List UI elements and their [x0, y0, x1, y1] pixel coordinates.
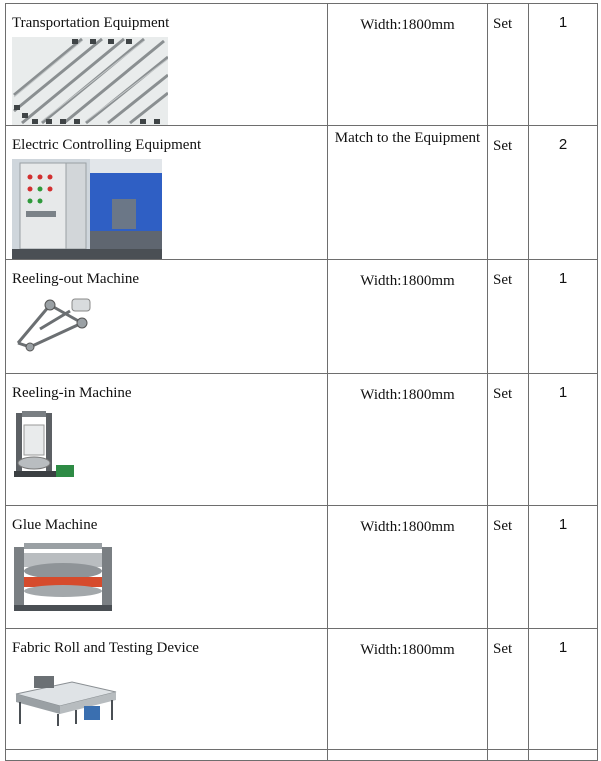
spec-cell — [328, 506, 488, 629]
item-name-cell — [6, 4, 328, 126]
qty-cell — [529, 629, 598, 750]
reeling-in-machine-icon — [12, 407, 76, 483]
table-row — [6, 374, 598, 506]
item-name-cell — [6, 126, 328, 260]
item-spec: Width:1800mm — [360, 519, 455, 535]
unit-cell — [488, 126, 529, 260]
item-name-cell — [6, 260, 328, 374]
glue-machine-icon — [12, 539, 114, 615]
item-name: Reeling-out Machine — [12, 271, 140, 287]
qty-cell — [529, 126, 598, 260]
item-name-cell — [6, 750, 328, 761]
equipment-table — [5, 3, 598, 761]
spec-cell — [328, 374, 488, 506]
item-unit: Set — [493, 518, 513, 534]
item-qty: 1 — [558, 270, 568, 287]
item-unit: Set — [493, 138, 513, 154]
qty-cell — [529, 750, 598, 761]
item-name-cell — [6, 629, 328, 750]
table-row — [6, 4, 598, 126]
item-name-cell — [6, 374, 328, 506]
item-name-cell — [6, 506, 328, 629]
spec-cell — [328, 629, 488, 750]
item-qty: 2 — [558, 136, 568, 153]
item-qty: 1 — [558, 639, 568, 656]
reeling-out-machine-icon — [10, 293, 96, 353]
item-name: Transportation Equipment — [12, 15, 170, 31]
spec-cell — [328, 750, 488, 761]
item-unit: Set — [493, 272, 513, 288]
item-name: Fabric Roll and Testing Device — [12, 640, 199, 656]
qty-cell — [529, 374, 598, 506]
unit-cell — [488, 750, 529, 761]
item-name: Electric Controlling Equipment — [12, 137, 202, 153]
item-spec: Width:1800mm — [360, 273, 455, 289]
unit-cell — [488, 506, 529, 629]
item-spec: Width:1800mm — [360, 17, 455, 33]
item-spec: Width:1800mm — [360, 642, 455, 658]
unit-cell — [488, 260, 529, 374]
conveyor-mesh-icon — [12, 37, 168, 125]
item-unit: Set — [493, 16, 513, 32]
qty-cell — [529, 506, 598, 629]
item-qty: 1 — [558, 14, 568, 31]
table-row — [6, 750, 598, 761]
table-row — [6, 506, 598, 629]
item-name: Reeling-in Machine — [12, 385, 132, 401]
item-unit: Set — [493, 641, 513, 657]
spec-cell — [328, 260, 488, 374]
unit-cell — [488, 374, 529, 506]
item-spec: Match to the Equipment — [334, 130, 481, 146]
control-cabinet-icon — [12, 159, 162, 259]
item-qty: 1 — [558, 384, 568, 401]
fabric-testing-device-icon — [12, 666, 120, 728]
qty-cell — [529, 4, 598, 126]
item-unit: Set — [493, 386, 513, 402]
spec-cell — [328, 4, 488, 126]
table-row — [6, 260, 598, 374]
item-qty: 1 — [558, 516, 568, 533]
spec-cell — [328, 126, 488, 260]
table-row — [6, 126, 598, 260]
item-name: Glue Machine — [12, 517, 98, 533]
unit-cell — [488, 629, 529, 750]
table-row — [6, 629, 598, 750]
unit-cell — [488, 4, 529, 126]
item-spec: Width:1800mm — [360, 387, 455, 403]
qty-cell — [529, 260, 598, 374]
